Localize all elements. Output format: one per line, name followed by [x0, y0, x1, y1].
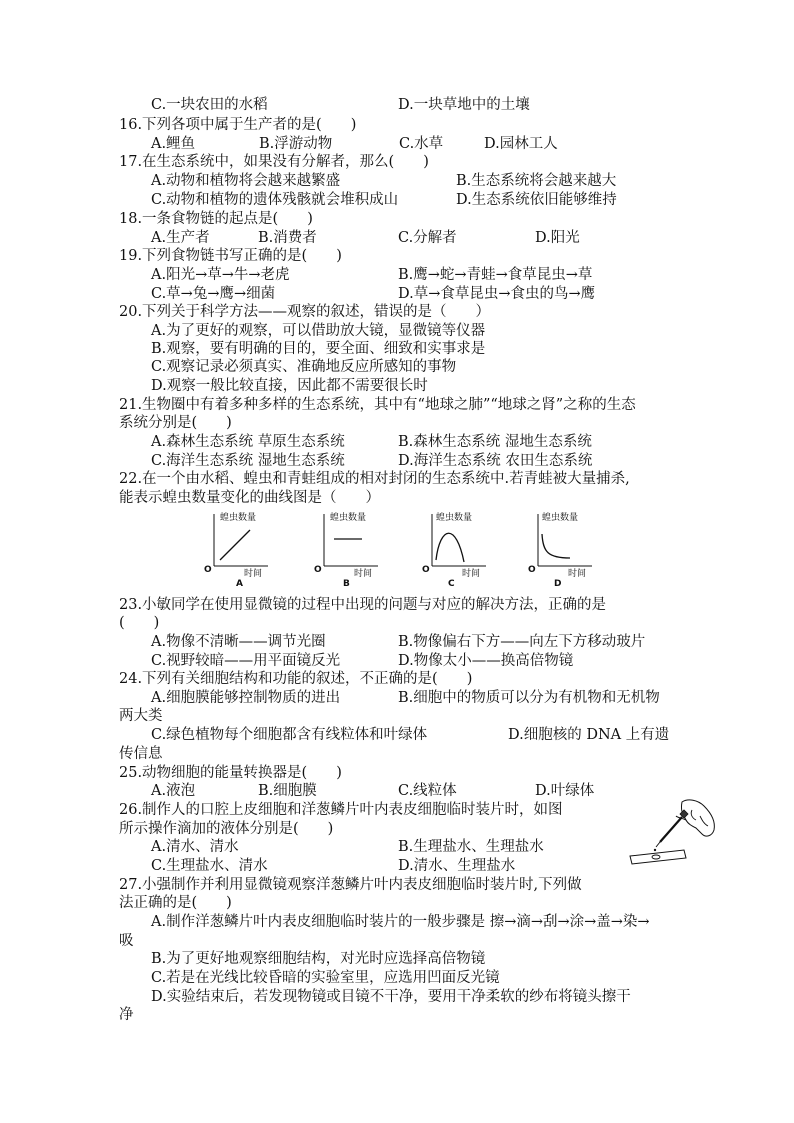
q20-option-c: C.观察记录必须真实、准确地反应所感知的事物	[151, 359, 457, 375]
q24-option-d-cont: 传信息	[119, 746, 163, 762]
q21-stem-line2: 系统分别是( )	[119, 415, 232, 431]
q21-option-d: D.海洋生态系统 农田生态系统	[398, 453, 593, 469]
q21-stem-line1: 21.生物圈中有着多种多样的生态系统，其中有“地球之肺”“地球之肾”之称的生态	[119, 397, 636, 413]
q17-option-a: A.动物和植物将会越来越繁盛	[151, 173, 341, 189]
q23-stem-line1: 23.小敏同学在使用显微镜的过程中出现的问题与对应的解决方法，正确的是	[119, 597, 607, 613]
q22-graph-c	[418, 508, 498, 588]
q17-option-b: B.生态系统将会越来越大	[456, 173, 617, 189]
q25-option-b: B.细胞膜	[258, 783, 317, 799]
q27-option-b: B.为了更好地观察细胞结构，对光时应选择高倍物镜	[151, 951, 486, 967]
graph-d-xlabel: 时间	[568, 569, 587, 579]
q18-stem: 18.一条食物链的起点是( )	[119, 211, 313, 227]
q20-option-d: D.观察一般比较直接，因此都不需要很长时	[151, 378, 428, 394]
q23-option-b: B.物像偏右下方——向左下方移动玻片	[398, 634, 646, 650]
q24-option-a: A.细胞膜能够控制物质的进出	[151, 690, 341, 706]
q26-option-b: B.生理盐水、生理盐水	[398, 839, 544, 855]
q21-option-a: A.森林生态系统 草原生态系统	[151, 434, 345, 450]
q16-stem: 16.下列各项中属于生产者的是( )	[119, 117, 357, 133]
q19-option-d: D.草→食草昆虫→食虫的鸟→鹰	[398, 286, 596, 302]
q22-graph-a	[200, 508, 280, 588]
q19-option-a: A.阳光→草→牛→老虎	[151, 267, 290, 283]
q25-option-a: A.液泡	[151, 783, 196, 799]
q24-option-b: B.细胞中的物质可以分为有机物和无机物	[398, 690, 660, 706]
q24-option-d: D.细胞核的 DNA 上有遗	[508, 727, 670, 743]
q20-option-b: B.观察，要有明确的目的，要全面、细致和实事求是	[151, 341, 486, 357]
q24-stem: 24.下列有关细胞结构和功能的叙述，不正确的是( )	[119, 671, 473, 687]
q24-option-b-cont: 两大类	[119, 708, 163, 724]
q27-stem-line1: 27.小强制作并利用显微镜观察洋葱鳞片叶内表皮细胞临时装片时,下列做	[119, 877, 582, 893]
q16-option-c: C.水草	[399, 136, 444, 152]
q15-option-d: D.一块草地中的土壤	[398, 97, 530, 113]
q16-option-d: D.园林工人	[484, 136, 558, 152]
graph-b-letter: B	[343, 579, 350, 588]
q27-option-a: A.制作洋葱鳞片叶内表皮细胞临时装片的一般步骤是 擦→滴→刮→涂→盖→染→	[151, 914, 650, 930]
q26-option-a: A.清水、清水	[151, 839, 239, 855]
q26-option-c: C.生理盐水、清水	[151, 858, 268, 874]
q19-option-c: C.草→兔→鹰→细菌	[151, 286, 276, 302]
q18-option-c: C.分解者	[398, 230, 457, 246]
q23-stem-line2: ( )	[119, 615, 160, 631]
q23-option-a: A.物像不清晰——调节光圈	[151, 634, 326, 650]
q25-option-c: C.线粒体	[398, 783, 457, 799]
q27-stem-line2: 法正确的是( )	[119, 895, 232, 911]
graph-c-letter: C	[448, 579, 455, 588]
graph-d-ylabel: 蝗虫数量	[542, 513, 579, 523]
q26-option-d: D.清水、生理盐水	[398, 858, 516, 874]
q20-option-a: A.为了更好的观察，可以借助放大镜，显微镜等仪器	[151, 323, 486, 339]
q25-stem: 25.动物细胞的能量转换器是( )	[119, 765, 342, 781]
q27-option-a-cont: 吸	[119, 933, 134, 949]
q18-option-d: D.阳光	[535, 230, 580, 246]
q27-option-d: D.实验结束后，若发现物镜或目镜不干净，要用干净柔软的纱布将镜头擦干	[151, 989, 631, 1005]
graph-c-curve	[436, 533, 464, 562]
q16-option-a: A.鲤鱼	[151, 136, 196, 152]
q17-option-c: C.动物和植物的遗体残骸就会堆积成山	[151, 192, 399, 208]
q18-option-b: B.消费者	[258, 230, 317, 246]
q21-option-b: B.森林生态系统 湿地生态系统	[398, 434, 592, 450]
q18-option-a: A.生产者	[151, 230, 210, 246]
graph-a-xlabel: 时间	[244, 569, 263, 579]
q22-stem-line1: 22.在一个由水稻、蝗虫和青蛙组成的相对封闭的生态系统中.若青蛙被大量捕杀,	[119, 471, 630, 487]
graph-a-origin: O	[204, 565, 212, 575]
graph-c-ylabel: 蝗虫数量	[436, 513, 473, 523]
q22-stem-line2: 能表示蝗虫数量变化的曲线图是（ ）	[119, 490, 380, 506]
q19-option-b: B.鹰→蛇→青蛙→食草昆虫→草	[398, 267, 593, 283]
graph-d-letter: D	[554, 579, 562, 588]
q20-stem: 20.下列关于科学方法——观察的叙述，错误的是（ ）	[119, 304, 491, 320]
dropper-hand-icon	[622, 796, 722, 870]
graph-a-letter: A	[236, 579, 243, 588]
graph-b-origin: O	[314, 565, 322, 575]
q22-graph-d	[524, 508, 604, 588]
q24-option-c: C.绿色植物每个细胞都含有线粒体和叶绿体	[151, 727, 428, 743]
q27-option-c: C.若是在光线比较昏暗的实验室里，应选用凹面反光镜	[151, 970, 500, 986]
graph-d-origin: O	[528, 565, 536, 575]
graph-c-xlabel: 时间	[462, 569, 481, 579]
q22-graph-b	[310, 508, 390, 588]
q26-stem-line2: 所示操作滴加的液体分别是( )	[119, 821, 334, 837]
q27-option-d-cont: 净	[119, 1007, 134, 1023]
q16-option-b: B.浮游动物	[259, 136, 333, 152]
graph-b-ylabel: 蝗虫数量	[330, 513, 367, 523]
q23-option-d: D.物像太小——换高倍物镜	[398, 653, 574, 669]
graph-d-curve	[542, 534, 570, 558]
graph-a-ylabel: 蝗虫数量	[220, 513, 257, 523]
q25-option-d: D.叶绿体	[535, 783, 595, 799]
q23-option-c: C.视野较暗——用平面镜反光	[151, 653, 341, 669]
q19-stem: 19.下列食物链书写正确的是( )	[119, 248, 342, 264]
q17-option-d: D.生态系统依旧能够维持	[456, 192, 617, 208]
graph-b-xlabel: 时间	[354, 569, 373, 579]
q15-option-c: C.一块农田的水稻	[151, 97, 268, 113]
graph-c-origin: O	[422, 565, 430, 575]
graph-a-curve	[220, 530, 250, 560]
q26-stem-line1: 26.制作人的口腔上皮细胞和洋葱鳞片叶内表皮细胞临时装片时，如图	[119, 802, 563, 818]
q21-option-c: C.海洋生态系统 湿地生态系统	[151, 453, 345, 469]
q17-stem: 17.在生态系统中，如果没有分解者，那么( )	[119, 154, 429, 170]
